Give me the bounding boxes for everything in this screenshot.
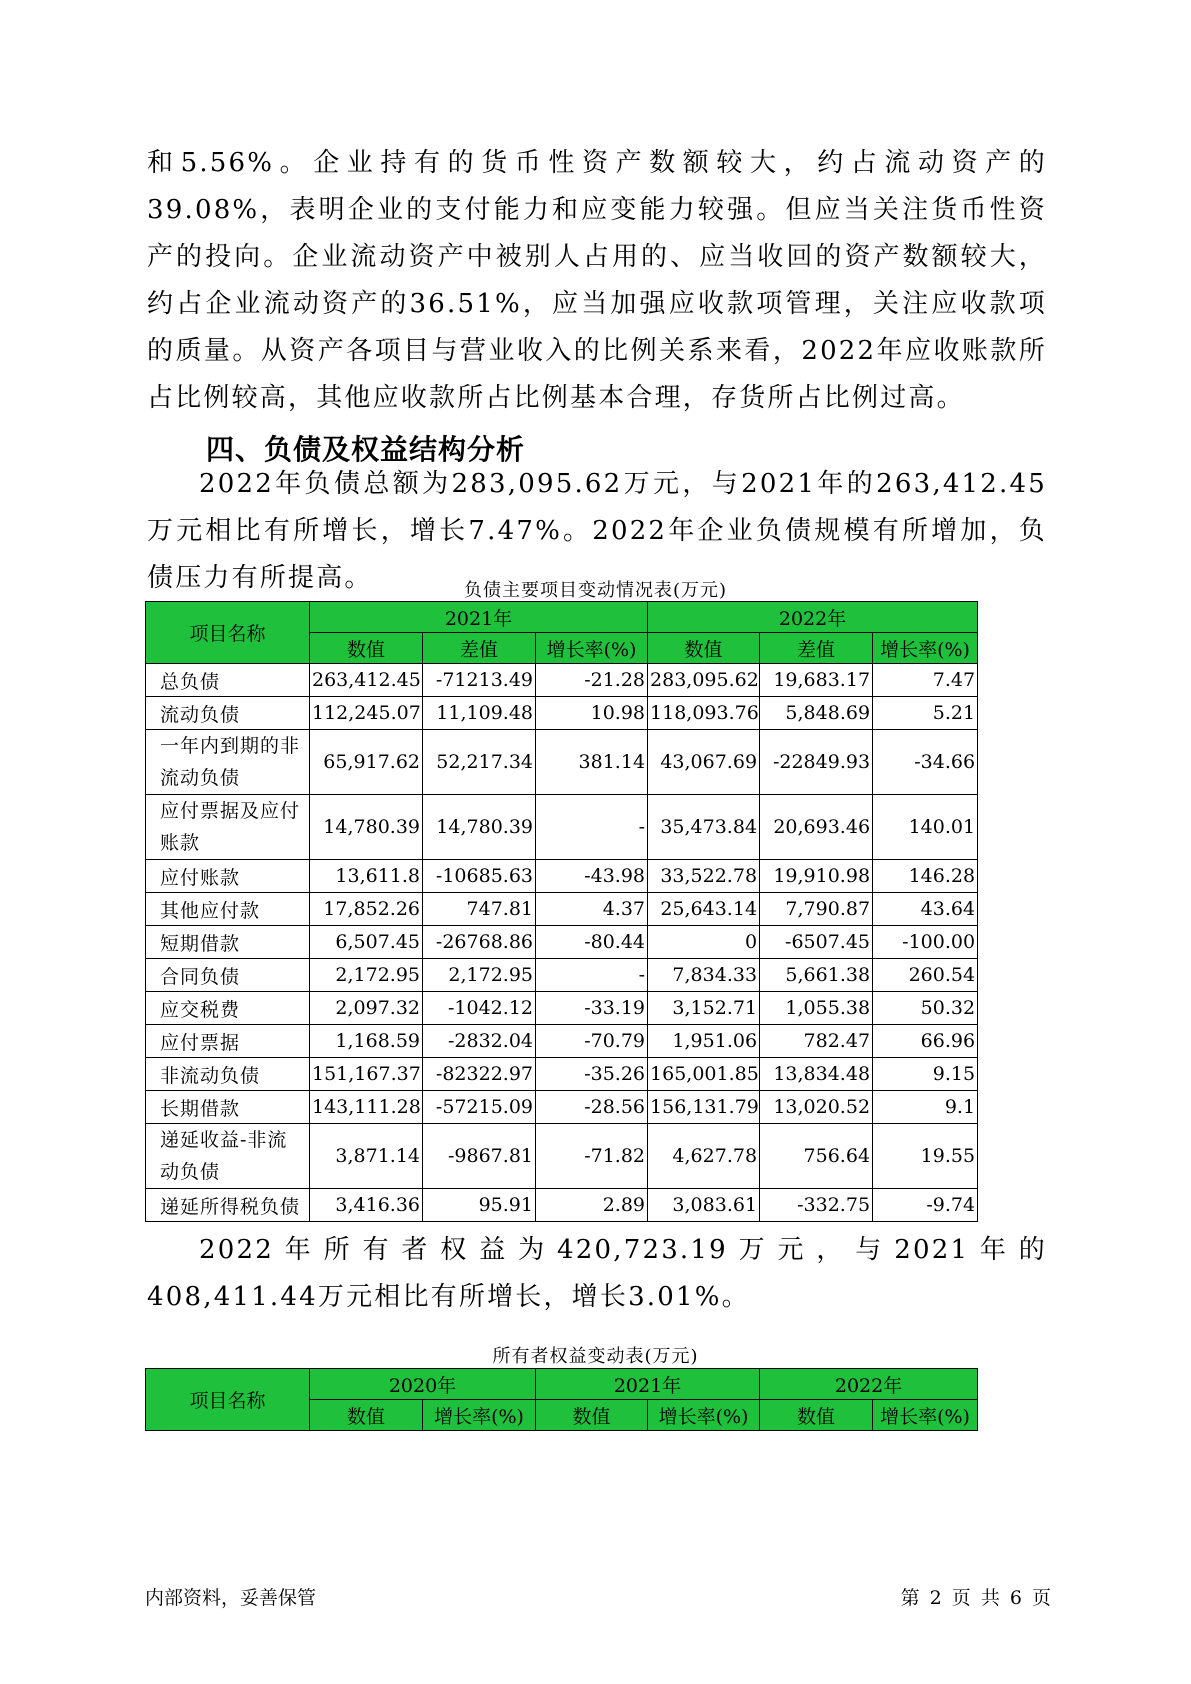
table-cell: -82322.97 (423, 1058, 536, 1091)
table-cell: 6,507.45 (310, 926, 423, 959)
subheader-growth: 增长率(%) (648, 1400, 760, 1431)
table-cell: -332.75 (760, 1189, 873, 1222)
table-cell: 17,852.26 (310, 893, 423, 926)
table-cell: - (536, 795, 648, 860)
table-row (146, 1091, 978, 1124)
table-cell: 20,693.46 (760, 795, 873, 860)
table-row (146, 1025, 978, 1058)
table-row (146, 992, 978, 1025)
table-cell: 7.47 (873, 664, 978, 697)
subheader-value: 数值 (310, 1400, 423, 1431)
table-cell: 1,055.38 (760, 992, 873, 1025)
header-year-2022: 2022年 (648, 602, 978, 633)
subheader-growth: 增长率(%) (423, 1400, 536, 1431)
footer-page-number: 第 2 页 共 6 页 (900, 1587, 1051, 1609)
subheader-growth: 增长率(%) (873, 633, 978, 664)
table-cell: 0 (648, 926, 760, 959)
footer-confidential-note: 内部资料，妥善保管 (145, 1587, 317, 1609)
table-row (146, 959, 978, 992)
subheader-diff: 差值 (423, 633, 536, 664)
table-cell: - (536, 959, 648, 992)
equity-table (145, 1368, 978, 1431)
table-cell: 7,790.87 (760, 893, 873, 926)
table-cell: -35.26 (536, 1058, 648, 1091)
table-cell: 43.64 (873, 893, 978, 926)
table-cell: -6507.45 (760, 926, 873, 959)
row-item-name: 短期借款 (146, 926, 310, 959)
header-year-2021: 2021年 (310, 602, 648, 633)
paragraph-asset-analysis: 和5.56%。企业持有的货币性资产数额较大，约占流动资产的39.08%，表明企业的支付能力和应变能力较强。但应当关注货币性资产的投向。企业流动资产中被别人占用的、应当收回的资产数额较大，约占企业流动资产的36.51%，应当加强应收款项管理，关注应收款项的质量。从资产各项目与营业收入的比例关系来看，2022年应收账款所占比例较高，其他应收款所占比例基本合理，存货所占比例过高。 (147, 148, 1047, 413)
table-cell: 14,780.39 (423, 795, 536, 860)
table-cell: -57215.09 (423, 1091, 536, 1124)
table-cell: 3,152.71 (648, 992, 760, 1025)
table-cell: 381.14 (536, 730, 648, 795)
table-cell: 33,522.78 (648, 860, 760, 893)
header-item-name: 项目名称 (146, 602, 310, 664)
table-cell: 19,910.98 (760, 860, 873, 893)
table-cell: -9.74 (873, 1189, 978, 1222)
table-cell: 112,245.07 (310, 697, 423, 730)
table-cell: 156,131.79 (648, 1091, 760, 1124)
table-cell: 5,661.38 (760, 959, 873, 992)
table-row (146, 893, 978, 926)
table-caption-liabilities: 负债主要项目变动情况表(万元) (463, 580, 728, 601)
table-caption-equity: 所有者权益变动表(万元) (492, 1346, 699, 1367)
row-item-name: 递延所得税负债 (146, 1189, 310, 1222)
row-item-name: 长期借款 (146, 1091, 310, 1124)
liability-table (145, 601, 978, 1222)
table-row (146, 1058, 978, 1091)
table-cell: 151,167.37 (310, 1058, 423, 1091)
header-year-2021: 2021年 (536, 1369, 760, 1400)
section-heading: 四、负债及权益结构分析 (206, 433, 526, 466)
table-row (146, 795, 978, 860)
table-cell: -71213.49 (423, 664, 536, 697)
table-row (146, 926, 978, 959)
row-item-name: 应付账款 (146, 860, 310, 893)
table-row (146, 697, 978, 730)
table-cell: 7,834.33 (648, 959, 760, 992)
row-item-name: 非流动负债 (146, 1058, 310, 1091)
row-item-name: 总负债 (146, 664, 310, 697)
table-cell: -9867.81 (423, 1124, 536, 1189)
table-cell: 2.89 (536, 1189, 648, 1222)
row-item-name: 递延收益-非流动负债 (146, 1124, 310, 1189)
table-cell: 747.81 (423, 893, 536, 926)
subheader-growth: 增长率(%) (873, 1400, 978, 1431)
table-cell: 52,217.34 (423, 730, 536, 795)
table-cell: 9.15 (873, 1058, 978, 1091)
table-cell: -26768.86 (423, 926, 536, 959)
table-cell: 95.91 (423, 1189, 536, 1222)
table-cell: 10.98 (536, 697, 648, 730)
table-cell: 14,780.39 (310, 795, 423, 860)
table-cell: -100.00 (873, 926, 978, 959)
table-cell: -2832.04 (423, 1025, 536, 1058)
table-cell: 118,093.76 (648, 697, 760, 730)
table-cell: 13,834.48 (760, 1058, 873, 1091)
table-cell: 1,168.59 (310, 1025, 423, 1058)
table-cell: 140.01 (873, 795, 978, 860)
row-item-name: 合同负债 (146, 959, 310, 992)
table-cell: 11,109.48 (423, 697, 536, 730)
subheader-value: 数值 (536, 1400, 648, 1431)
row-item-name: 应付票据 (146, 1025, 310, 1058)
table-cell: -34.66 (873, 730, 978, 795)
table-cell: 4.37 (536, 893, 648, 926)
table-cell: -1042.12 (423, 992, 536, 1025)
table-row (146, 1189, 978, 1222)
table-cell: -70.79 (536, 1025, 648, 1058)
table-cell: 143,111.28 (310, 1091, 423, 1124)
subheader-diff: 差值 (760, 633, 873, 664)
table-row (146, 1124, 978, 1189)
table-cell: 165,001.85 (648, 1058, 760, 1091)
paragraph-liability-summary: 2022年负债总额为283,095.62万元，与2021年的263,412.45万元相比有所增长，增长7.47%。2022年企业负债规模有所增加，负债压力有所提高。 (147, 469, 1047, 593)
table-cell: -43.98 (536, 860, 648, 893)
table-row (146, 664, 978, 697)
table-cell: -33.19 (536, 992, 648, 1025)
table-cell: 9.1 (873, 1091, 978, 1124)
table-cell: 43,067.69 (648, 730, 760, 795)
table-cell: 35,473.84 (648, 795, 760, 860)
table-cell: 19,683.17 (760, 664, 873, 697)
header-year-2020: 2020年 (310, 1369, 536, 1400)
row-item-name: 应付票据及应付账款 (146, 795, 310, 860)
table-cell: 3,083.61 (648, 1189, 760, 1222)
table-cell: 2,097.32 (310, 992, 423, 1025)
table-cell: -80.44 (536, 926, 648, 959)
table-cell: 2,172.95 (310, 959, 423, 992)
table-cell: 2,172.95 (423, 959, 536, 992)
table-cell: 146.28 (873, 860, 978, 893)
table-cell: -71.82 (536, 1124, 648, 1189)
table-cell: 263,412.45 (310, 664, 423, 697)
table-cell: 5.21 (873, 697, 978, 730)
table-cell: 1,951.06 (648, 1025, 760, 1058)
table-cell: 25,643.14 (648, 893, 760, 926)
subheader-value: 数值 (310, 633, 423, 664)
table-cell: 13,020.52 (760, 1091, 873, 1124)
table-cell: 50.32 (873, 992, 978, 1025)
header-item-name: 项目名称 (146, 1369, 310, 1431)
row-item-name: 一年内到期的非流动负债 (146, 730, 310, 795)
table-cell: -28.56 (536, 1091, 648, 1124)
subheader-value: 数值 (760, 1400, 873, 1431)
table-cell: 260.54 (873, 959, 978, 992)
row-item-name: 应交税费 (146, 992, 310, 1025)
table-cell: -22849.93 (760, 730, 873, 795)
subheader-value: 数值 (648, 633, 760, 664)
table-cell: 782.47 (760, 1025, 873, 1058)
table-cell: 19.55 (873, 1124, 978, 1189)
table-cell: -10685.63 (423, 860, 536, 893)
table-cell: 5,848.69 (760, 697, 873, 730)
table-cell: 3,416.36 (310, 1189, 423, 1222)
table-row (146, 730, 978, 795)
table-cell: 66.96 (873, 1025, 978, 1058)
paragraph-equity-summary: 2022年所有者权益为420,723.19万元，与2021年的408,411.44万元相比有所增长，增长3.01%。 (147, 1235, 1047, 1312)
table-cell: 756.64 (760, 1124, 873, 1189)
table-cell: 3,871.14 (310, 1124, 423, 1189)
table-cell: 283,095.62 (648, 664, 760, 697)
table-row (146, 860, 978, 893)
table-cell: 4,627.78 (648, 1124, 760, 1189)
table-cell: 65,917.62 (310, 730, 423, 795)
row-item-name: 流动负债 (146, 697, 310, 730)
header-year-2022: 2022年 (760, 1369, 978, 1400)
subheader-growth: 增长率(%) (536, 633, 648, 664)
table-cell: 13,611.8 (310, 860, 423, 893)
row-item-name: 其他应付款 (146, 893, 310, 926)
table-cell: -21.28 (536, 664, 648, 697)
